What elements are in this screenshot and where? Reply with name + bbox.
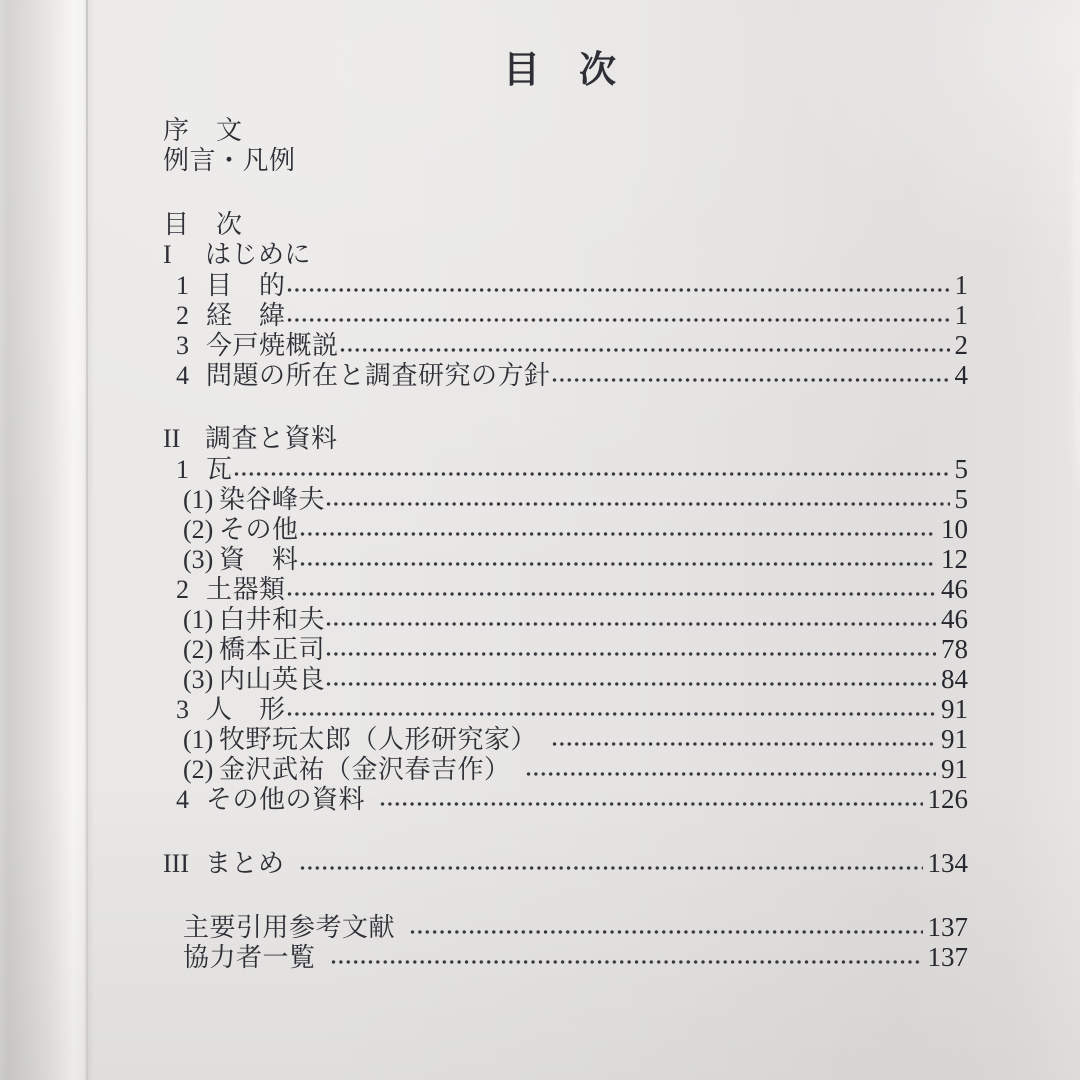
toc-row bbox=[0, 784, 1080, 814]
toc-row-label: 金沢武祐（金沢春吉作） bbox=[219, 755, 511, 784]
toc-row bbox=[0, 360, 1080, 390]
dot-leader bbox=[525, 754, 936, 784]
toc-row-number: 1 bbox=[176, 271, 189, 300]
toc-row-label: 目 次 bbox=[163, 210, 243, 239]
toc-row-number: 1 bbox=[176, 455, 189, 484]
toc-row bbox=[0, 544, 1080, 574]
toc-row-page: 91 bbox=[941, 754, 968, 784]
toc-row-number: 3 bbox=[176, 331, 189, 360]
toc-row-label: 瓦 bbox=[206, 455, 233, 484]
toc-row bbox=[0, 848, 1080, 878]
toc-row bbox=[0, 574, 1080, 604]
toc-row bbox=[0, 270, 1080, 300]
toc-row-number: I bbox=[163, 240, 172, 269]
toc-row-number: II bbox=[163, 424, 181, 453]
dot-leader bbox=[325, 484, 949, 514]
toc-row-page: 5 bbox=[954, 454, 968, 484]
toc-row-number: (1) bbox=[183, 725, 214, 754]
toc-row-label: 目 的 bbox=[206, 271, 286, 300]
toc-row-label: 人 形 bbox=[206, 695, 286, 724]
toc-row-page: 46 bbox=[941, 604, 968, 634]
dot-leader bbox=[286, 300, 950, 330]
dot-leader bbox=[299, 848, 923, 878]
toc-row bbox=[0, 454, 1080, 484]
dot-leader bbox=[325, 634, 936, 664]
toc-row bbox=[0, 484, 1080, 514]
dot-leader bbox=[299, 514, 936, 544]
toc-row bbox=[0, 240, 1080, 270]
toc-row-label: 牧野玩太郎（人形研究家） bbox=[219, 725, 538, 754]
toc-row-label: 染谷峰夫 bbox=[219, 485, 326, 514]
toc-row bbox=[0, 116, 1080, 146]
dot-leader bbox=[379, 784, 922, 814]
toc-row-label: 土器類 bbox=[206, 575, 286, 604]
toc-row-label: 内山英良 bbox=[219, 665, 326, 694]
toc-row-number: (2) bbox=[183, 755, 214, 784]
dot-leader bbox=[286, 574, 936, 604]
toc-row bbox=[0, 754, 1080, 784]
toc-row bbox=[0, 424, 1080, 454]
page-title: 目 次 bbox=[503, 50, 617, 91]
dot-leader bbox=[551, 724, 936, 754]
toc-row-number: 2 bbox=[176, 575, 189, 604]
dot-leader bbox=[409, 912, 922, 942]
toc-row-label: 白井和夫 bbox=[219, 605, 326, 634]
toc-list bbox=[0, 116, 1080, 972]
toc-row bbox=[0, 912, 1080, 942]
toc-row bbox=[0, 210, 1080, 240]
toc-row bbox=[0, 664, 1080, 694]
toc-row bbox=[0, 634, 1080, 664]
toc-row bbox=[0, 514, 1080, 544]
toc-row-number: 2 bbox=[176, 301, 189, 330]
toc-row-page: 12 bbox=[941, 544, 968, 574]
toc-row-number: (1) bbox=[183, 485, 214, 514]
toc-row-page: 2 bbox=[954, 330, 968, 360]
toc-row-label: まとめ bbox=[205, 849, 285, 878]
dot-leader bbox=[551, 360, 950, 390]
toc-row-number: (2) bbox=[183, 515, 214, 544]
toc-row-label: 協力者一覧 bbox=[183, 943, 316, 972]
toc-row-page: 1 bbox=[954, 300, 968, 330]
toc-row bbox=[0, 724, 1080, 754]
toc-row-number: 4 bbox=[176, 361, 189, 390]
toc-row-page: 78 bbox=[941, 634, 968, 664]
toc-row bbox=[0, 694, 1080, 724]
toc-row-label: 主要引用参考文献 bbox=[183, 913, 396, 942]
toc-row-page: 84 bbox=[941, 664, 968, 694]
toc-row bbox=[0, 330, 1080, 360]
dot-leader bbox=[330, 942, 923, 972]
dot-leader bbox=[339, 330, 950, 360]
toc-row bbox=[0, 942, 1080, 972]
toc-row-page: 10 bbox=[941, 514, 968, 544]
toc-row-label: 調査と資料 bbox=[205, 424, 338, 453]
toc-row-label: 橋本正司 bbox=[219, 635, 326, 664]
toc-row-page: 134 bbox=[927, 848, 968, 878]
toc-row-page: 91 bbox=[941, 724, 968, 754]
toc-row-number: (2) bbox=[183, 635, 214, 664]
dot-leader bbox=[233, 454, 950, 484]
toc-row-page: 46 bbox=[941, 574, 968, 604]
toc-row-label: その他の資料 bbox=[206, 785, 366, 814]
toc-row-page: 137 bbox=[927, 942, 968, 972]
toc-row-label: その他 bbox=[219, 515, 299, 544]
toc-row-page: 5 bbox=[954, 484, 968, 514]
toc-row-page: 91 bbox=[941, 694, 968, 724]
toc-row-number: 4 bbox=[176, 785, 189, 814]
dot-leader bbox=[325, 664, 936, 694]
toc-row-number: (1) bbox=[183, 605, 214, 634]
toc-row-label: はじめに bbox=[205, 240, 312, 269]
dot-leader bbox=[325, 604, 936, 634]
toc-row-label: 例言・凡例 bbox=[163, 146, 296, 175]
toc-row-page: 4 bbox=[954, 360, 968, 390]
toc-row-page: 137 bbox=[927, 912, 968, 942]
dot-leader bbox=[286, 694, 936, 724]
toc-row bbox=[0, 604, 1080, 634]
toc-row-number: III bbox=[163, 849, 189, 878]
toc-row-label: 資 料 bbox=[219, 545, 299, 574]
toc-row-page: 126 bbox=[927, 784, 968, 814]
toc-row bbox=[0, 300, 1080, 330]
toc-row bbox=[0, 146, 1080, 176]
toc-row-number: (3) bbox=[183, 545, 214, 574]
toc-row-label: 問題の所在と調査研究の方針 bbox=[206, 361, 551, 390]
toc-row-page: 1 bbox=[954, 270, 968, 300]
toc-row-label: 今戸焼概説 bbox=[206, 331, 339, 360]
toc-row-label: 経 緯 bbox=[206, 301, 286, 330]
dot-leader bbox=[299, 544, 936, 574]
toc-row-label: 序 文 bbox=[163, 116, 243, 145]
toc-row-number: 3 bbox=[176, 695, 189, 724]
dot-leader bbox=[286, 270, 950, 300]
toc-row-number: (3) bbox=[183, 665, 214, 694]
